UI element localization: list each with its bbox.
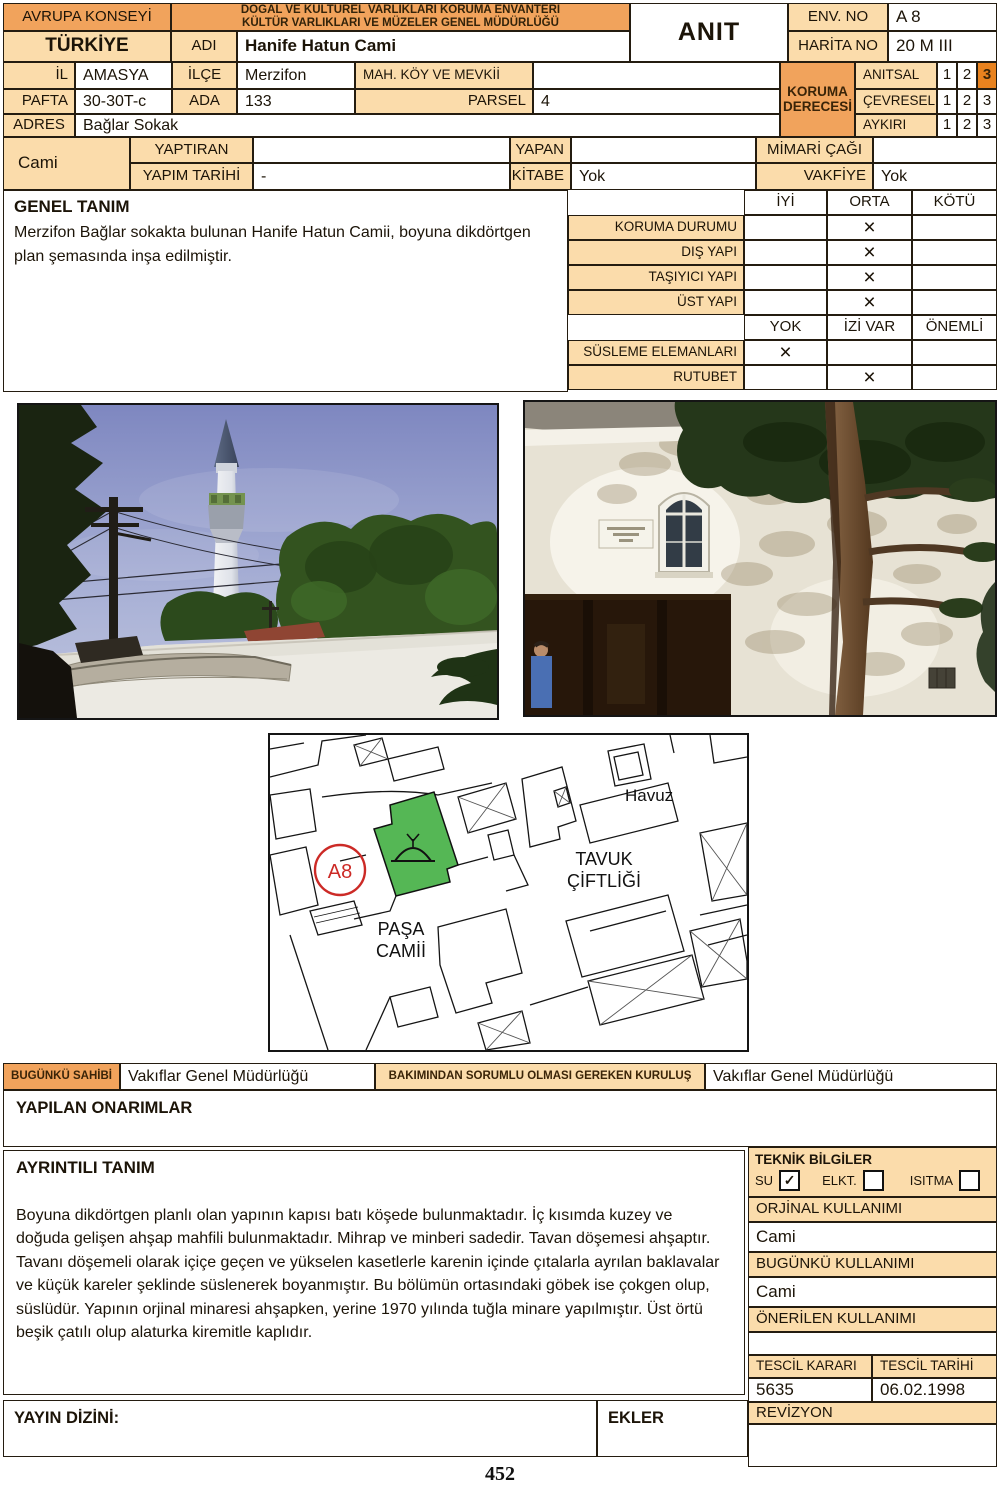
ada-value: 133	[237, 89, 355, 114]
building-kind: Cami	[3, 137, 130, 190]
genel-tanim-text: Merzifon Bağlar sokakta bulunan Hanife Hatun Camii, boyuna dikdörtgen plan şemasında inşa edilmiştir.	[14, 223, 531, 265]
grade-cevresel-2: 2	[957, 89, 977, 114]
cond-mark: ×	[827, 240, 912, 265]
cond-mark	[827, 340, 912, 365]
photo-minaret-exterior	[17, 403, 499, 720]
onerilen-kullanim-value	[748, 1332, 997, 1355]
cond-header-onemli: ÖNEMLİ	[912, 315, 997, 340]
grade-anitsal-3-selected: 3	[977, 62, 997, 89]
elkt-checkbox	[863, 1170, 884, 1191]
photo-facade-illustration	[525, 402, 995, 715]
parsel-label: PARSEL	[355, 89, 533, 114]
map-label-tavuk-1: TAVUK	[575, 849, 633, 869]
map-label-pasa-1: PAŞA	[377, 919, 425, 939]
owner-label: BUGÜNKÜ SAHİBİ	[3, 1063, 120, 1090]
kitabe-label: KİTABE	[510, 163, 571, 190]
map-label-havuz: Havuz	[625, 786, 674, 805]
cond-mark: ×	[827, 290, 912, 315]
grade-aykiri-3: 3	[977, 114, 997, 137]
su-label: SU	[755, 1172, 774, 1188]
tescil-tarihi-label: TESCİL TARİHİ	[872, 1355, 997, 1378]
maintenance-org-value: Vakıflar Genel Müdürlüğü	[705, 1063, 997, 1090]
cond-mark: ×	[827, 265, 912, 290]
cond-header-orta: ORTA	[827, 190, 912, 215]
ilce-label: İLÇE	[172, 62, 237, 89]
map-label-tavuk-2: ÇİFTLİĞİ	[566, 871, 642, 891]
grade-cevresel-1: 1	[937, 89, 957, 114]
revizyon-label: REVİZYON	[748, 1402, 997, 1424]
cond-mark	[912, 340, 997, 365]
map-label-a8: A8	[327, 861, 353, 883]
revizyon-value	[748, 1424, 997, 1467]
cond-row-label: SÜSLEME ELEMANLARI	[568, 340, 744, 365]
grade-aykiri-1: 1	[937, 114, 957, 137]
cond-mark	[912, 240, 997, 265]
grade-anitsal-1: 1	[937, 62, 957, 89]
cond-mark: ×	[827, 215, 912, 240]
cond-row-label: RUTUBET	[568, 365, 744, 390]
pafta-label: PAFTA	[3, 89, 75, 114]
yapan-label: YAPAN	[510, 137, 571, 163]
cond-row-label: TAŞIYICI YAPI	[568, 265, 744, 290]
cond-mark	[912, 365, 997, 390]
cond-header-kotu: KÖTÜ	[912, 190, 997, 215]
ayrintili-text: Boyuna dikdörtgen planlı olan yapının kapısı batı köşede bulunmaktadır. İç kısımda kuzey ve doğuda gelişen ahşap mahfili bulunmaktadır. Mihrap ve minberi sadedir. Tavan döşemesi ahşaptır. Tavanı döşemeli olarak içiçe geçen ve yükselen kasetlerle karenin içinde çıtalarla ayrılan baklavalar ve küçük kareler şeklinde süslenerek boyanmıştır. Bu bölümün ortasındaki göbek ise çokgen olup, süslüdür. Yapının orjinal minaresi ahşapken, yerine 1970 yılında tuğla minare yapılmıştır. Üst örtü beşik çatılı olup alaturka kiremitle kaplıdır.	[16, 1206, 720, 1342]
cond-mark	[912, 290, 997, 315]
vakfiye-value: Yok	[873, 163, 997, 190]
genel-tanim-title: GENEL TANIM	[14, 197, 130, 216]
photo-minaret-illustration	[19, 405, 497, 718]
photo-facade-tree	[523, 400, 997, 717]
cond-header-yok: YOK	[744, 315, 827, 340]
orjinal-kullanim-label: ORJİNAL KULLANIMI	[748, 1197, 997, 1222]
cond-row-label: DIŞ YAPI	[568, 240, 744, 265]
grade-anitsal-label: ANITSAL	[855, 62, 937, 89]
ada-label: ADA	[172, 89, 237, 114]
yaptiran-value	[253, 137, 510, 163]
monument-name: Hanife Hatun Cami	[237, 31, 630, 62]
env-no-label: ENV. NO	[788, 3, 888, 31]
site-plan-map	[268, 733, 749, 1052]
cond-mark: ×	[827, 365, 912, 390]
cond-header-izivar: İZİ VAR	[827, 315, 912, 340]
owner-value: Vakıflar Genel Müdürlüğü	[120, 1063, 375, 1090]
ekler-label: EKLER	[608, 1409, 664, 1427]
cond-mark	[912, 265, 997, 290]
cond-mark: ×	[744, 340, 827, 365]
yaptiran-label: YAPTIRAN	[130, 137, 253, 163]
mimari-cagi-value	[873, 137, 997, 163]
cond-mark	[744, 365, 827, 390]
yapim-tarihi-label: YAPIM TARİHİ	[130, 163, 253, 190]
tescil-karari-label: TESCİL KARARI	[748, 1355, 872, 1378]
grade-cevresel-label: ÇEVRESEL	[855, 89, 937, 114]
isitma-label: ISITMA	[909, 1172, 954, 1188]
adres-label: ADRES	[3, 114, 75, 137]
bugunku-kullanim-label: BUGÜNKÜ KULLANIMI	[748, 1252, 997, 1277]
monument-type: ANIT	[630, 3, 788, 62]
yayin-dizini-label: YAYIN DİZİNİ:	[14, 1409, 120, 1427]
kitabe-value: Yok	[571, 163, 756, 190]
bugunku-kullanim-value: Cami	[748, 1277, 997, 1307]
page-number: 452	[485, 1463, 515, 1485]
mimari-cagi-label: MİMARİ ÇAĞI	[756, 137, 873, 163]
ministry-line2: KÜLTÜR VARLIKLARI VE MÜZELER GENEL MÜDÜRLÜĞÜ	[242, 17, 559, 29]
orjinal-kullanim-value: Cami	[748, 1222, 997, 1252]
cond-mark	[744, 240, 827, 265]
maintenance-org-label: BAKIMINDAN SORUMLU OLMASI GEREKEN KURULUŞ	[375, 1063, 705, 1090]
su-checkmark: ✓	[783, 1172, 796, 1189]
grade-aykiri-label: AYKIRI	[855, 114, 937, 137]
yapim-tarihi-value: -	[253, 163, 510, 190]
il-value: AMASYA	[75, 62, 172, 89]
adres-value: Bağlar Sokak	[75, 114, 780, 137]
il-label: İL	[3, 62, 75, 89]
elkt-label: ELKT.	[822, 1172, 857, 1188]
grade-cevresel-3: 3	[977, 89, 997, 114]
country-label: TÜRKİYE	[3, 31, 171, 62]
onerilen-kullanim-label: ÖNERİLEN KULLANIMI	[748, 1307, 997, 1332]
su-checkbox	[779, 1170, 800, 1191]
koruma-derecesi-line1: KORUMA	[787, 83, 848, 99]
cond-row-label: KORUMA DURUMU	[568, 215, 744, 240]
env-no-value: A 8	[888, 3, 997, 31]
council-label: AVRUPA KONSEYİ	[3, 3, 171, 31]
cond-header-iyi: İYİ	[744, 190, 827, 215]
vakfiye-label: VAKFİYE	[756, 163, 873, 190]
cond-mark	[744, 290, 827, 315]
cond-mark	[744, 215, 827, 240]
mah-label: MAH. KÖY VE MEVKİİ	[355, 62, 533, 89]
ministry-line1: DOĞAL VE KÜLTÜREL VARLIKLARI KORUMA ENVANTERİ	[240, 4, 561, 17]
map-label-pasa-2: CAMİİ	[375, 941, 427, 961]
harita-no-label: HARİTA NO	[788, 31, 888, 62]
yapan-value	[571, 137, 756, 163]
parsel-value: 4	[533, 89, 780, 114]
tescil-tarihi-value: 06.02.1998	[872, 1378, 997, 1402]
ilce-value: Merzifon	[237, 62, 355, 89]
grade-aykiri-2: 2	[957, 114, 977, 137]
cond-row-label: ÜST YAPI	[568, 290, 744, 315]
pafta-value: 30-30T-c	[75, 89, 172, 114]
mah-value	[533, 62, 780, 89]
grade-anitsal-2: 2	[957, 62, 977, 89]
tescil-karari-value: 5635	[748, 1378, 872, 1402]
koruma-derecesi-line2: DERECESİ	[782, 98, 853, 114]
adi-label: ADI	[171, 31, 237, 62]
site-plan-drawing	[270, 735, 747, 1050]
mosque-parcel-highlight	[374, 792, 458, 896]
ayrintili-title: AYRINTILI TANIM	[16, 1158, 155, 1177]
isitma-checkbox	[959, 1170, 980, 1191]
onarimlar-title: YAPILAN ONARIMLAR	[16, 1099, 193, 1117]
cond-mark	[912, 215, 997, 240]
harita-no-value: 20 M III	[888, 31, 997, 62]
cond-mark	[744, 265, 827, 290]
teknik-title: TEKNİK BİLGİLER	[755, 1151, 872, 1167]
